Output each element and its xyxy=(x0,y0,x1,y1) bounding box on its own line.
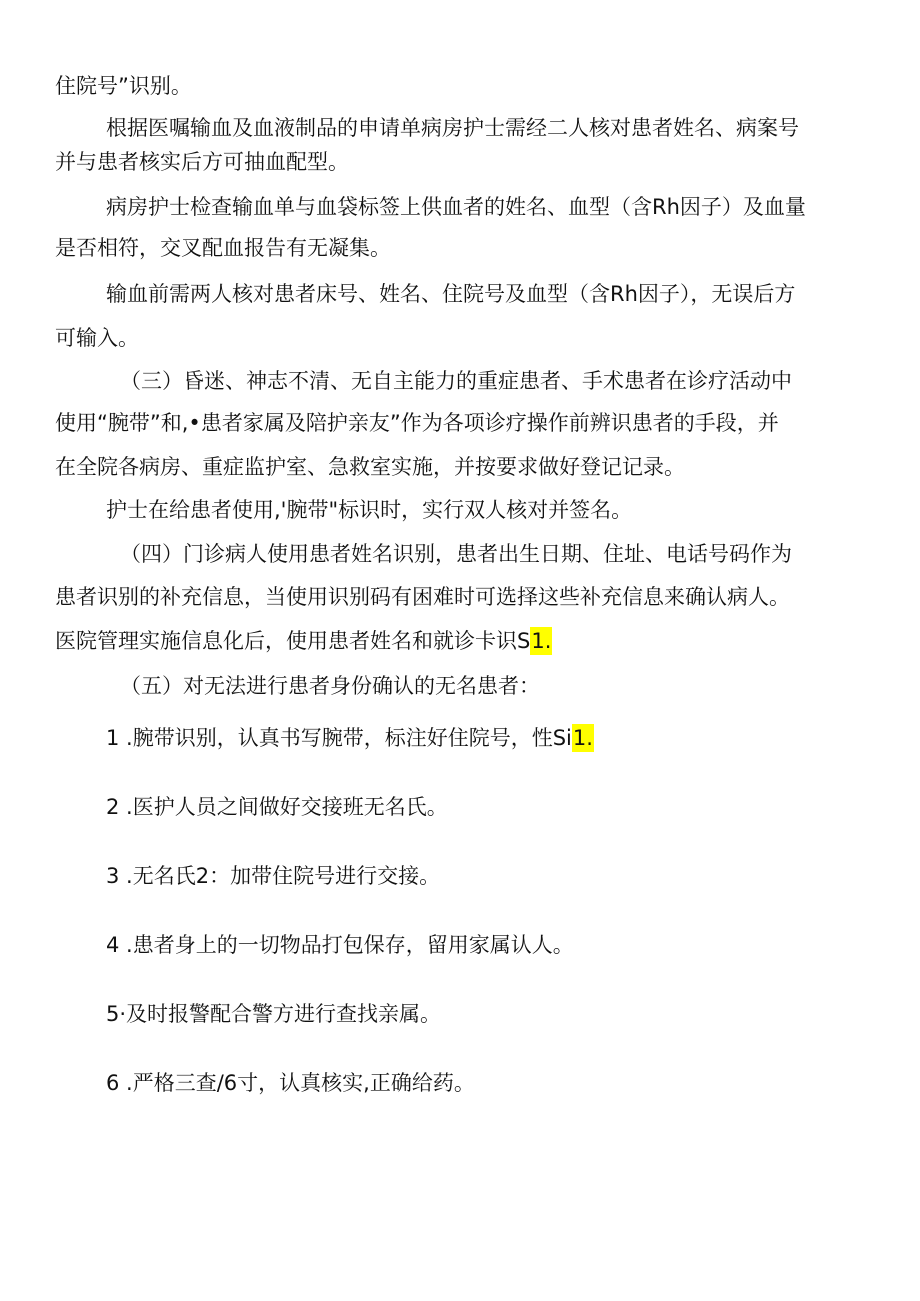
list-item xyxy=(106,724,594,752)
list-item: 3 .无名氏2：加带住院号进行交接。 xyxy=(106,864,441,888)
paragraph-line: 使用“腕带”和,•患者家属及陪护亲友”作为各项诊疗操作前辨识患者的手段，并 xyxy=(55,411,779,435)
paragraph-line: （四）门诊病人使用患者姓名识别，患者出生日期、住址、电话号码作为 xyxy=(120,542,792,566)
paragraph-line: 患者识别的补充信息，当使用识别码有困难时可选择这些补充信息来确认病人。 xyxy=(55,585,790,609)
paragraph-line: 输血前需两人核对患者床号、姓名、住院号及血型（含Rh因子），无误后方 xyxy=(106,282,796,306)
paragraph-line-text: 医院管理实施信息化后，使用患者姓名和就诊卡识S xyxy=(55,629,531,653)
paragraph-line: 住院号”识别。 xyxy=(55,74,192,98)
list-item: 4 .患者身上的一切物品打包保存，留用家属认人。 xyxy=(106,933,574,957)
paragraph-line: （五）对无法进行患者身份确认的无名患者： xyxy=(120,674,540,698)
paragraph-line: 并与患者核实后方可抽血配型。 xyxy=(55,150,349,174)
paragraph-line xyxy=(55,627,552,655)
paragraph-line: 是否相符，交叉配血报告有无凝集。 xyxy=(55,236,391,260)
list-item: 2 .医护人员之间做好交接班无名氏。 xyxy=(106,795,448,819)
paragraph-line: 根据医嘱输血及血液制品的申请单病房护士需经二人核对患者姓名、病案号 xyxy=(106,116,799,140)
list-item: 5·及时报警配合警方进行查找亲属。 xyxy=(106,1002,442,1026)
list-item-text: 1 .腕带识别，认真书写腕带，标注好住院号，性Si xyxy=(106,726,572,750)
paragraph-line: 可输入。 xyxy=(55,326,139,350)
paragraph-line: 护士在给患者使用,'腕带"标识时，实行双人核对并签名。 xyxy=(106,498,633,522)
highlighted-text: 1. xyxy=(572,726,593,750)
paragraph-line: （三）昏迷、神志不清、无自主能力的重症患者、手术患者在诊疗活动中 xyxy=(120,369,792,393)
paragraph-line: 在全院各病房、重症监护室、急救室实施，并按要求做好登记记录。 xyxy=(55,455,685,479)
list-item: 6 .严格三查/6寸，认真核实,正确给药。 xyxy=(106,1071,475,1095)
paragraph-line: 病房护士检查输血单与血袋标签上供血者的姓名、血型（含Rh因子）及血量 xyxy=(106,195,806,219)
highlighted-text: 1. xyxy=(531,629,552,653)
